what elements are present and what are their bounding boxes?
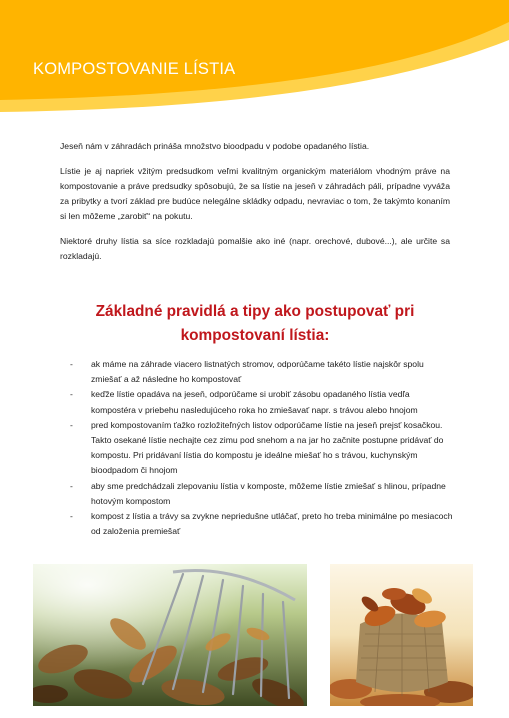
tip-text: kompost z lístia a trávy sa zvykne nepriedušne utláčať, preto ho treba minimálne po mesiacoch od založenia premiešať [91, 511, 453, 537]
intro-paragraph: Lístie je aj napriek vžitým predsudkom veľmi kvalitným organickým materiálom vhodným práve na kompostovanie a práve predsudky spôsobujú, že sa lístie na jeseň v záhradách páli, prípadne vyváža za pribytky a tvorí základ pre budúce nelegálne skládky odpadu, nevraviac o tom, že takýmto konaním si len môžeme „zarobiť“ na pokutu. [60, 166, 450, 221]
tip-text: pred kompostovaním ťažko rozložiteľných listov odporúčame lístie na jeseň prejsť kosačkou. Takto osekané lístie nechajte cez zimu pod snehom a na jar ho začnite postupne pridávať do kompostu. Pri pridávaní lístia do kompostu je ideálne miešať ho s trávou, kuchynským bioodpadom či hnojom [91, 419, 444, 476]
tip-text: aby sme predchádzali zlepovaniu lístia v komposte, môžeme lístie zmiešať s hlinou, prípadne hotovým kompostom [91, 480, 446, 506]
bullet-dash: - [70, 359, 73, 369]
tip-text: ak máme na záhrade viacero listnatých stromov, odporúčame takéto lístie najskôr spolu zmiešať a až následne ho kompostovať [91, 359, 424, 385]
bullet-dash: - [70, 511, 73, 522]
bullet-dash: - [70, 419, 73, 430]
section-heading-line: Základné pravidlá a tipy ako postupovať pri [95, 303, 415, 320]
list-item [70, 418, 455, 479]
rake-leaves-icon [33, 564, 307, 706]
intro-paragraph: Jeseň nám v záhradách prináša množstvo bioodpadu v podobe opadaného lístia. [60, 141, 370, 151]
photo-leaf-sack [330, 564, 473, 706]
page-title: KOMPOSTOVANIE LÍSTIA [33, 60, 236, 78]
list-item [70, 357, 455, 387]
page-header [0, 0, 509, 130]
list-item [70, 387, 455, 417]
section-heading-line: kompostovaní lístia: [180, 327, 330, 344]
tips-list [70, 357, 455, 539]
photo-rake-leaves [33, 564, 307, 706]
section-heading [60, 300, 450, 348]
tip-text: keďže lístie opadáva na jeseň, odporúčame si urobiť zásobu opadaného lístia vedľa kompostéra v priebehu nasledujúceho roka ho zmiešavať napr. s trávou alebo hnojom [91, 389, 418, 415]
bullet-dash: - [70, 480, 73, 491]
list-item [70, 479, 455, 509]
intro-paragraph: Niektoré druhy lístia sa síce rozkladajú pomalšie ako iné (napr. orechové, dubové...), ale určite sa rozkladajú. [60, 236, 450, 261]
bullet-dash: - [70, 389, 73, 400]
intro-text [60, 139, 450, 274]
leaf-sack-icon [330, 564, 473, 706]
list-item [70, 509, 455, 539]
